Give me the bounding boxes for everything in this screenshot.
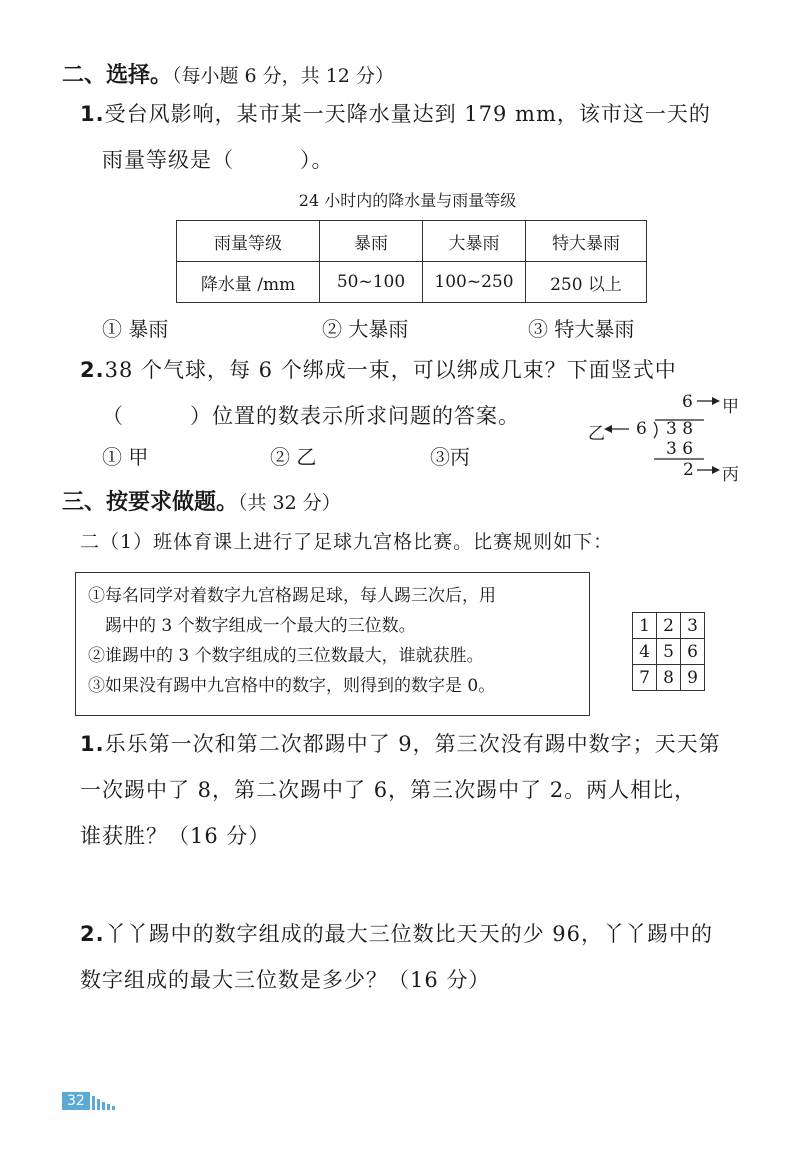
rainfall-table xyxy=(176,220,647,303)
rule-line: ①每名同学对着数字九宫格踢足球，每人踢三次后，用 xyxy=(88,586,496,606)
grid-cell: 3 xyxy=(681,613,705,639)
number-grid xyxy=(632,612,705,691)
question-3-number: 1. xyxy=(80,732,105,756)
table-cell: 50~100 xyxy=(320,262,423,303)
grid-cell: 6 xyxy=(681,639,705,665)
table-row xyxy=(177,262,647,303)
divisor-label: 乙 xyxy=(588,424,605,444)
quotient-label: 甲 xyxy=(722,397,739,417)
page-number: 32 xyxy=(62,1092,90,1110)
question-1-option-3[interactable]: ③ 特大暴雨 xyxy=(528,317,635,341)
section-3-heading xyxy=(62,485,341,516)
grid-cell: 2 xyxy=(657,613,681,639)
rule-line: 踢中的 3 个数字组成一个最大的三位数。 xyxy=(88,616,416,636)
dividend: 3 8 xyxy=(666,419,694,439)
question-3 xyxy=(80,722,780,858)
grid-row xyxy=(633,639,705,665)
table-cell: 大暴雨 xyxy=(423,221,526,262)
question-1-option-1[interactable]: ① 暴雨 xyxy=(102,317,169,341)
product: 3 6 xyxy=(666,439,694,459)
table-cell: 暴雨 xyxy=(320,221,423,262)
page-footer xyxy=(62,1092,120,1110)
question-1 xyxy=(80,92,770,182)
section-3-note: （共 32 分） xyxy=(238,492,341,514)
table-title: 24 小时内的降水量与雨量等级 xyxy=(298,191,517,210)
rules-box xyxy=(75,572,590,716)
grid-cell: 1 xyxy=(633,613,657,639)
bars-decoration-icon xyxy=(90,1092,120,1110)
question-3-line-1: 乐乐第一次和第二次都踢中了 9，第三次没有踢中数字；天天第 xyxy=(104,732,721,756)
section-2-heading xyxy=(62,58,394,89)
section-2-title: 二、选择。 xyxy=(62,63,173,88)
question-2-line-2: （ ）位置的数表示所求问题的答案。 xyxy=(102,404,520,428)
question-2-option-1[interactable]: ① 甲 xyxy=(102,445,149,469)
table-cell: 250 以上 xyxy=(526,262,647,303)
question-2-option-3[interactable]: ③丙 xyxy=(430,445,470,469)
long-division-diagram xyxy=(588,392,767,485)
question-4-number: 2. xyxy=(80,922,105,946)
grid-row xyxy=(633,613,705,639)
grid-cell: 7 xyxy=(633,665,657,691)
rule-line: ③如果没有踢中九宫格中的数字，则得到的数字是 0。 xyxy=(88,676,496,696)
table-row xyxy=(177,221,647,262)
table-cell: 100~250 xyxy=(423,262,526,303)
question-1-number: 1. xyxy=(80,102,105,126)
remainder-label: 丙 xyxy=(722,465,739,485)
problem-intro: 二（1）班体育课上进行了足球九宫格比赛。比赛规则如下： xyxy=(80,531,614,553)
remainder-digit: 2 xyxy=(683,460,694,480)
table-cell: 雨量等级 xyxy=(177,221,320,262)
question-2-number: 2. xyxy=(80,358,105,382)
question-1-line-2: 雨量等级是（ ）。 xyxy=(102,148,334,172)
section-2-note: （每小题 6 分，共 12 分） xyxy=(172,65,394,87)
table-cell: 特大暴雨 xyxy=(526,221,647,262)
grid-row xyxy=(633,665,705,691)
grid-cell: 8 xyxy=(657,665,681,691)
grid-cell: 5 xyxy=(657,639,681,665)
question-3-line-2: 一次踢中了 8，第二次踢中了 6，第三次踢中了 2。两人相比， xyxy=(80,778,697,802)
question-3-line-3: 谁获胜？（16 分） xyxy=(80,824,271,848)
grid-cell: 9 xyxy=(681,665,705,691)
quotient-digit: 6 xyxy=(682,392,693,412)
question-4-line-1: 丫丫踢中的数字组成的最大三位数比天天的少 96，丫丫踢中的 xyxy=(104,922,713,946)
table-cell: 降水量 /mm xyxy=(177,262,320,303)
question-2-option-2[interactable]: ② 乙 xyxy=(270,445,317,469)
question-2-line-1: 38 个气球，每 6 个绑成一束，可以绑成几束？下面竖式中 xyxy=(104,358,677,382)
section-3-title: 三、按要求做题。 xyxy=(62,490,239,515)
question-1-option-2[interactable]: ② 大暴雨 xyxy=(322,317,409,341)
question-4-line-2: 数字组成的最大三位数是多少？（16 分） xyxy=(80,968,491,992)
rule-line: ②谁踢中的 3 个数字组成的三位数最大，谁就获胜。 xyxy=(88,646,484,666)
grid-cell: 4 xyxy=(633,639,657,665)
question-4 xyxy=(80,912,780,1002)
divisor-digit: 6 xyxy=(636,419,647,439)
question-1-line-1: 受台风影响，某市某一天降水量达到 179 mm，该市这一天的 xyxy=(104,102,711,126)
